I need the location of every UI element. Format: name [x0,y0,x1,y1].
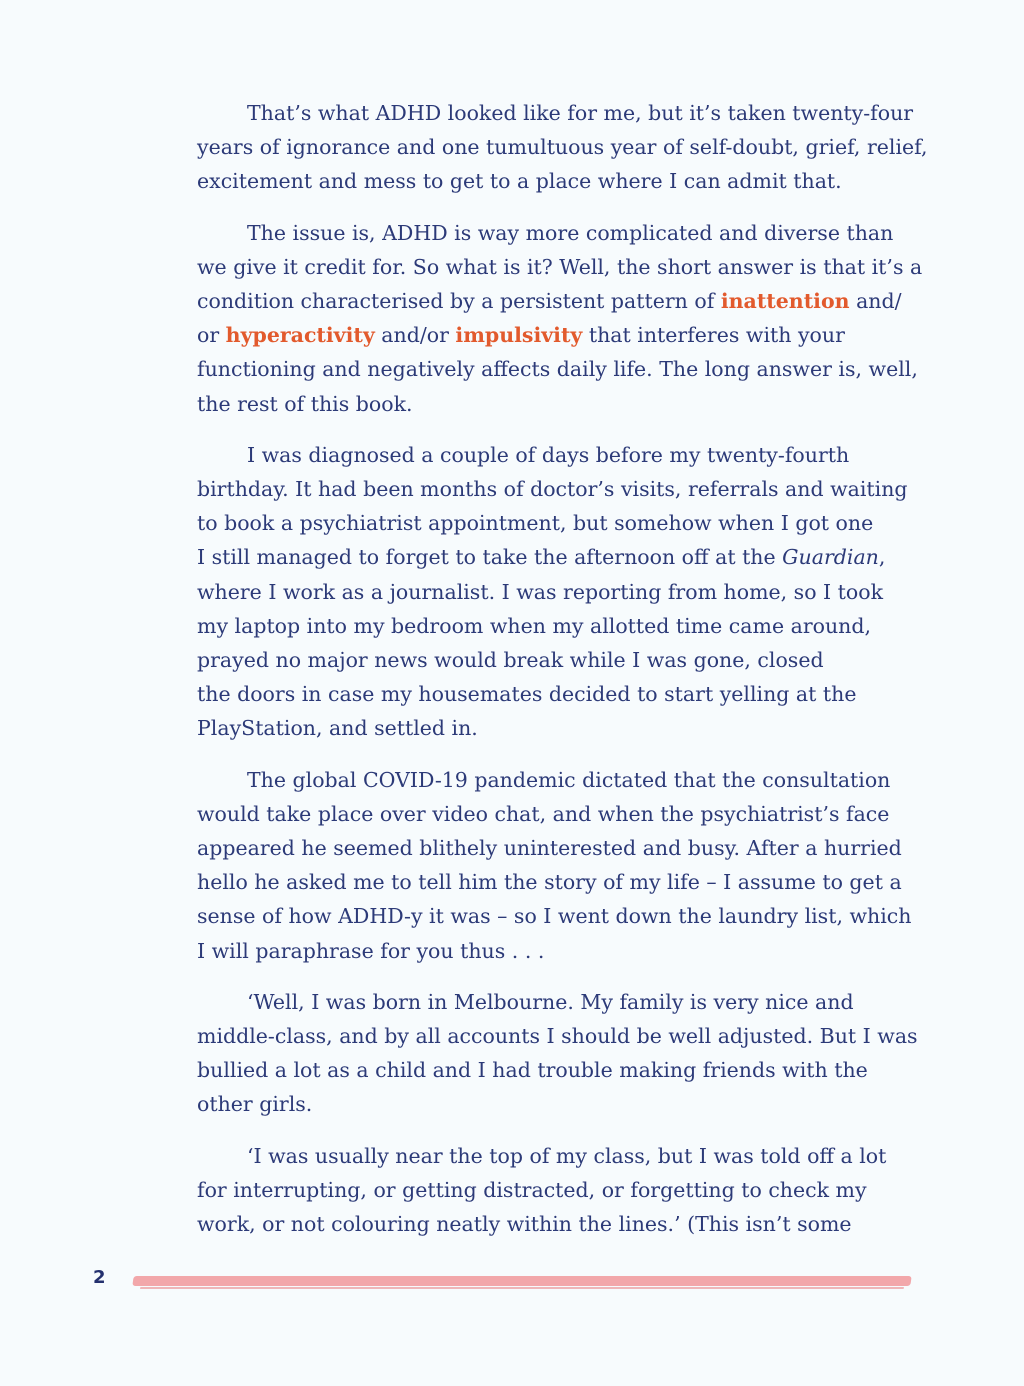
text-segment: for interrupting, or getting distracted, or forgetting to check my [197,1177,867,1202]
text-segment: other girls. [197,1092,313,1117]
text-line [197,352,927,386]
text-segment: or [197,323,226,348]
text-segment: the doors in case my housemates decided to start yelling at the [197,682,857,707]
text-segment: The issue is, ADHD is way more complicated and diverse than [247,220,894,245]
text-line [197,711,927,745]
text-line [197,1173,927,1207]
text-segment: ‘Well, I was born in Melbourne. My family is very nice and [247,989,854,1014]
text-segment: That’s what ADHD looked like for me, but it’s taken twenty-four [247,101,914,125]
text-line [197,318,927,352]
text-line [197,387,927,421]
text-line [197,985,927,1019]
paragraph [197,1139,927,1242]
text-line [197,677,927,711]
text-segment: the rest of this book. [197,391,413,416]
page-body [197,96,927,1258]
text-segment: hello he asked me to tell him the story of my life – I assume to get a [197,870,902,895]
text-segment: condition characterised by a persistent pattern of [197,289,721,314]
text-segment: bullied a lot as a child and I had trouble making friends with the [197,1058,868,1083]
text-line [197,1053,927,1087]
text-line [197,643,927,677]
highlighted-term: impulsivity [455,323,583,348]
text-segment: that interferes with your [582,323,845,348]
text-line [197,164,927,198]
text-line [197,763,927,797]
italic-text: Guardian [782,545,879,570]
text-segment: The global COVID-19 pandemic dictated that the consultation [247,767,891,792]
paragraph [197,216,927,421]
text-segment: my laptop into my bedroom when my allotted time came around, [197,613,872,638]
text-segment: sense of how ADHD-y it was – so I went down the laundry list, which [197,904,912,929]
text-line [197,250,927,284]
text-line [197,540,927,574]
text-segment: we give it credit for. So what is it? Well, the short answer is that it’s a [197,254,923,279]
text-segment: middle-class, and by all accounts I should be well adjusted. But I was [197,1024,918,1049]
paragraph [197,763,927,968]
text-line [197,575,927,609]
text-segment: I still managed to forget to take the afternoon off at the [197,545,783,570]
text-segment: PlayStation, and settled in. [197,716,478,741]
text-line [197,506,927,540]
page-number: 2 [93,1267,106,1288]
text-line [197,831,927,865]
highlighted-term: inattention [720,289,850,314]
text-segment: functioning and negatively affects daily life. The long answer is, well, [197,357,918,382]
text-segment: , [878,545,886,570]
text-line [197,438,927,472]
text-segment: birthday. It had been months of doctor’s visits, referrals and waiting [197,477,908,502]
text-segment: I was diagnosed a couple of days before my twenty-fourth [247,442,850,467]
text-segment: where I work as a journalist. I was reporting from home, so I took [197,579,884,604]
text-segment: work, or not colouring neatly within the lines.’ (This isn’t some [197,1212,852,1237]
paragraph [197,985,927,1122]
text-segment: years of ignorance and one tumultuous year of self-doubt, grief, relief, [197,135,928,160]
paragraph [197,438,927,746]
text-segment: ‘I was usually near the top of my class, but I was told off a lot [247,1143,887,1168]
text-line [197,797,927,831]
text-line [197,1207,927,1241]
text-line [197,1019,927,1053]
text-line [197,130,927,164]
text-line [197,934,927,968]
text-line [197,899,927,933]
text-line [197,472,927,506]
text-line [197,1087,927,1121]
text-line [197,96,927,130]
text-segment: appeared he seemed blithely uninterested and busy. After a hurried [197,836,902,861]
text-segment: I will paraphrase for you thus . . . [197,938,545,963]
text-line [197,216,927,250]
text-line [197,609,927,643]
text-line [197,865,927,899]
text-segment: and/or [374,323,456,348]
text-line [197,1139,927,1173]
footer-rule [132,1276,911,1286]
text-segment: to book a psychiatrist appointment, but somehow when I got one [197,511,874,536]
paragraph [197,96,927,199]
text-segment: would take place over video chat, and when the psychiatrist’s face [197,801,890,826]
text-line [197,284,927,318]
text-segment: excitement and mess to get to a place where I can admit that. [197,169,842,194]
text-segment: and/ [849,289,902,314]
highlighted-term: hyperactivity [225,323,375,348]
text-segment: prayed no major news would break while I was gone, closed [197,648,824,673]
